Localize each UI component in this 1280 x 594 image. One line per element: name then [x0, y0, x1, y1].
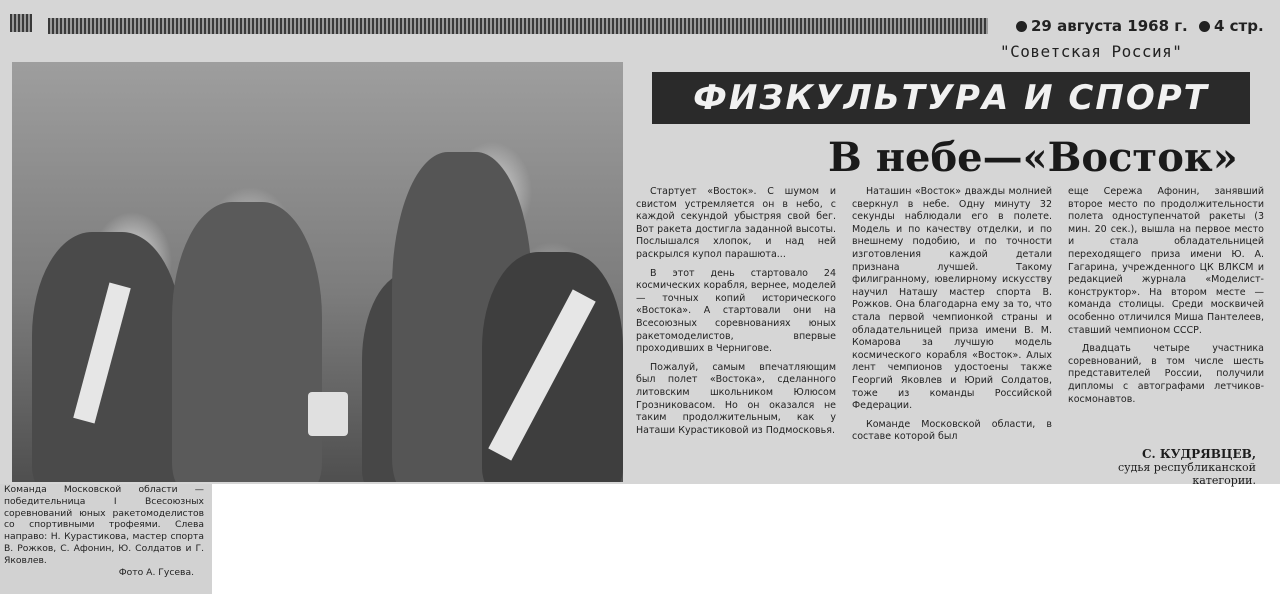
paragraph: В этот день стартовало 24 космических корабля, вернее, моделей — точных копий исторического «Востока». А стартовали они на Всесоюзных соревнованиях юных ракетомоделистов, впервые проходивших в Чернигове. — [636, 267, 836, 355]
paragraph: Двадцать четыре участника соревнований, в том числе шесть представителей России, получили дипломы с автографами летчиков-космонавтов. — [1068, 343, 1264, 405]
trophy — [308, 392, 348, 436]
issue-date: 29 августа 1968 г. — [1031, 17, 1188, 35]
article-column-3 — [1068, 186, 1264, 412]
paragraph: Пожалуй, самым впечатляющим был полет «Востока», сделанного литовским школьником Юлюсом Грозниковасом. Но он оказался не таким продолжительным, как у Наташи Курастиковой из Подмосковья. — [636, 361, 836, 436]
newspaper-name: "Советская Россия" — [1000, 42, 1183, 61]
page-number: 4 стр. — [1214, 17, 1264, 35]
photo-caption — [4, 484, 204, 578]
paragraph: Наташин «Восток» дважды молнией сверкнул в небе. Одну минуту 32 секунды наблюдали его в полете. Модель и по качеству отделки, и по внешнему подобию, и по точности изготовления каждой детали признана лучшей. Такому филигранному, ювелирному искусству научил Наташу мастер спорта В. Рожков. Она благодарна ему за то, что стала первой чемпионкой страны и обладательницей приза имени В. М. Комарова за лучшую модель космического корабля «Восток». Алых лент чемпионов удостоены также Георгий Яковлев и Юрий Солдатов, тоже из команды Российской Федерации. — [852, 186, 1052, 412]
bullet-icon — [1016, 21, 1027, 32]
author-title: судья республиканской категории. — [1117, 461, 1256, 487]
paragraph: Команде Московской области, в составе которой был — [852, 418, 1052, 443]
top-rule — [48, 18, 988, 34]
headline: В небе—«Восток» — [828, 134, 1238, 181]
paragraph: Стартует «Восток». С шумом и свистом устремляется он в небо, с каждой секундой убыстряя свой бег. Вот ракета достигла заданной высоты. Послышался хлопок, и над ней раскрылся купол парашюта... — [636, 186, 836, 260]
dateline — [1016, 17, 1266, 35]
article-column-1 — [636, 186, 836, 443]
top-rule-left — [10, 14, 32, 32]
caption-text: Команда Московской области — победительница I Всесоюзных соревнований юных ракетомоделистов со спортивными трофеями. Слева направо: Н. Курастикова, мастер спорта В. Рожков, С. Афонин, Ю. Солдатов и Г. Яковлев. — [4, 484, 204, 566]
section-title: ФИЗКУЛЬТУРА И СПОРТ — [652, 72, 1250, 124]
team-photo — [12, 62, 623, 482]
author-name: С. КУДРЯВЦЕВ, — [1141, 447, 1256, 461]
article-column-2 — [852, 186, 1052, 450]
photo-credit: Фото А. Гусева. — [118, 566, 194, 578]
bullet-icon — [1199, 21, 1210, 32]
photo-figure — [172, 202, 322, 482]
paragraph: еще Сережа Афонин, занявший второе место по продолжительности полета одноступенчатой ракеты (3 мин. 20 сек.), вышла на первое место и стала обладательницей переходящего приза имени Ю. А. Гагарина, учрежденного ЦК ВЛКСМ и редакцией журнала «Моделист-конструктор». На втором месте — команда столицы. Среди москвичей особенно отличился Миша Пантелеев, ставший чемпионом СССР. — [1068, 186, 1264, 336]
author-signature — [1086, 448, 1256, 487]
